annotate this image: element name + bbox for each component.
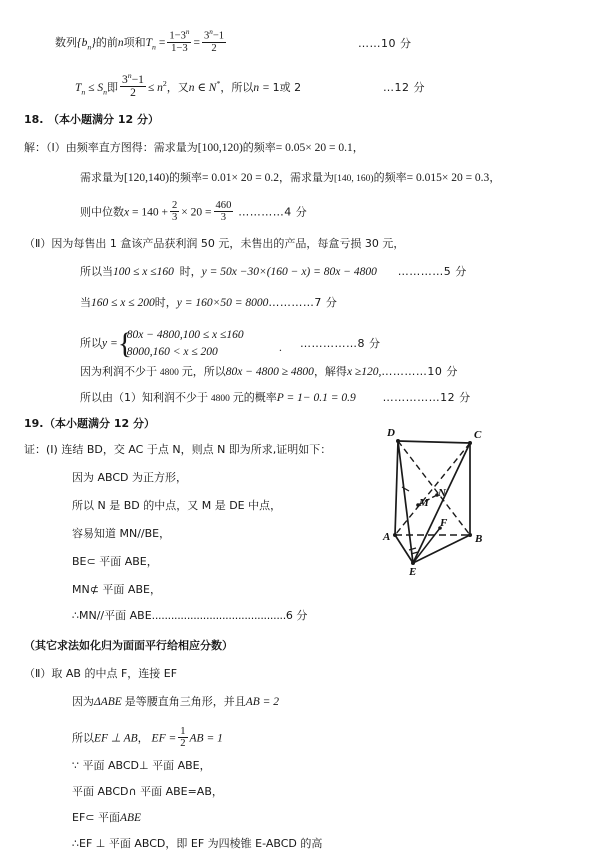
text-fragment: 的频率 — [242, 141, 276, 154]
problem-19-part1-l2: 所以 N 是 BD 的中点，又 M 是 DE 中点， — [72, 499, 282, 512]
text-fragment: 100 ≤ x ≤160 — [113, 266, 174, 278]
vertex-label-B: B — [475, 533, 483, 545]
text-fragment: 时， — [154, 296, 177, 309]
text-fragment: 160 ≤ x ≤ 200 — [91, 297, 155, 309]
text-fragment: ，所以 — [220, 81, 254, 95]
text-fragment: = 0.015× 20 = 0.3 — [406, 172, 490, 184]
score-annotation-10: ……10 分 — [358, 37, 412, 50]
vertex-label-N: N — [438, 487, 446, 499]
piecewise-function — [118, 327, 244, 360]
text-fragment: 的前 — [95, 36, 118, 50]
text-fragment: 3 — [214, 211, 234, 223]
problem-19-part2-l4: 平面 ABCD∩ 平面 ABE=AB， — [72, 785, 223, 798]
score-annotation-8: ……………8 分 — [300, 337, 381, 350]
text-fragment: n — [209, 28, 213, 36]
fraction — [167, 29, 191, 54]
text-fragment: 当 — [80, 296, 91, 309]
leader-dots: .......................................... — [151, 609, 286, 622]
text-fragment: ， — [489, 171, 501, 184]
vertex-dot-E — [411, 561, 415, 565]
text-fragment: y = 160×50 = 8000 — [176, 297, 269, 309]
vertex-dot-A — [393, 533, 397, 537]
text-fragment: [100,120) — [197, 142, 243, 154]
fraction — [178, 726, 187, 749]
text-fragment: n — [117, 37, 124, 50]
text-fragment: ≤ — [147, 82, 155, 95]
top-line-1 — [55, 29, 228, 54]
text-fragment: AB = 2 — [245, 696, 280, 708]
problem-19-part2-lead: （Ⅱ）取 AB 的中点 F，连接 EF — [24, 667, 178, 680]
problem-18-median-line — [80, 200, 307, 223]
text-fragment: n = — [253, 82, 270, 95]
text-fragment: 2 — [171, 200, 178, 211]
text-fragment: 所以 — [80, 336, 102, 350]
problem-18-part2-line2 — [80, 297, 337, 310]
problem-19-part1-l1: 因为 ABCD 为正方形， — [72, 471, 188, 484]
text-fragment: 解：（Ⅰ）由频率直方图得：需求量为 — [24, 141, 198, 154]
edge-DA — [395, 441, 398, 535]
text-fragment: 3 — [171, 212, 178, 224]
text-fragment: ∴MN//平面 ABE — [72, 609, 152, 622]
problem-19-note: （其它求法如化归为面面平行给相应分数） — [24, 639, 233, 652]
top-line-2 — [75, 72, 301, 99]
text-fragment: EF ⊥ AB — [94, 732, 138, 745]
problem-18-part1-line2 — [80, 172, 500, 185]
text-fragment: n — [152, 42, 156, 52]
text-fragment: y = — [102, 337, 118, 350]
text-fragment: = 0.05× 20 = 0.1 — [275, 142, 353, 154]
text-fragment: ，需求量为 — [279, 171, 335, 184]
text-fragment: −1 — [131, 73, 144, 86]
text-fragment: 4800 — [210, 394, 230, 404]
score-annotation-6: 6 分 — [285, 609, 308, 622]
text-fragment: ΔABE — [94, 696, 122, 708]
problem-19-part1-lead: 证：(I) 连结 BD，交 AC 于点 N，则点 N 即为所求,证明如下： — [24, 443, 332, 456]
text-fragment: n — [87, 42, 92, 52]
problem-18-piecewise — [80, 327, 244, 360]
text-fragment: ， — [352, 141, 364, 154]
text-fragment: 8000,160 < x ≤ 200 — [126, 345, 218, 358]
diagram-svg — [378, 425, 500, 585]
problem-18-header: （本小题满分 12 分） — [48, 113, 159, 126]
vertex-dot-D — [396, 439, 400, 443]
text-fragment: * — [216, 79, 221, 89]
text-fragment: 元，所以 — [181, 365, 226, 378]
text-fragment: ， — [137, 731, 149, 745]
text-fragment: N — [208, 82, 217, 95]
text-fragment: 时， — [179, 265, 202, 278]
text-fragment: 2 — [120, 86, 146, 99]
text-fragment: {b — [77, 37, 88, 50]
text-fragment: = 140 + — [131, 206, 168, 219]
text-fragment: 因为利润不少于 — [80, 365, 157, 378]
brace-glyph: { — [117, 326, 133, 360]
text-fragment: 80x − 4800,100 ≤ x ≤160 — [126, 329, 244, 341]
problem-19-part1-l5: MN⊄ 平面 ABE， — [72, 583, 161, 596]
vertex-label-E: E — [409, 566, 417, 578]
text-fragment: [140, 160) — [334, 174, 374, 184]
text-fragment: ，解得 — [313, 365, 347, 378]
piecewise-period: . — [279, 342, 282, 354]
problem-18-part1-lead — [24, 142, 364, 155]
score-annotation-5: …………5 分 — [397, 265, 467, 278]
text-fragment: −1 — [212, 30, 225, 42]
text-fragment: ∈ — [197, 82, 206, 95]
text-fragment: 2 — [202, 42, 226, 54]
text-fragment: 1−3 — [167, 42, 191, 54]
text-fragment: n — [157, 82, 163, 95]
text-fragment: n — [185, 28, 190, 36]
problem-19-header: （本小题满分 12 分） — [44, 417, 155, 430]
score-annotation-7: …………7 分 — [268, 296, 338, 309]
text-fragment: [120,140) — [124, 172, 170, 184]
vertex-label-A: A — [383, 531, 391, 543]
text-fragment: n — [127, 71, 132, 80]
vertex-label-F: F — [440, 517, 448, 529]
problem-18-number: 18. — [24, 113, 44, 126]
text-fragment: × 20 = — [181, 206, 212, 219]
text-fragment: 1−3 — [169, 30, 186, 42]
text-fragment: n — [103, 87, 108, 97]
text-fragment: n — [188, 82, 195, 95]
vertex-dot-B — [468, 533, 472, 537]
score-annotation-12: …12 分 — [383, 81, 425, 94]
problem-19-part2-l5 — [72, 812, 141, 825]
text-fragment: 1或 2 — [272, 81, 302, 95]
text-fragment: 3 — [122, 73, 128, 86]
text-fragment: 的频率 — [169, 171, 203, 184]
score-annotation-10b: …………10 分 — [381, 365, 458, 378]
problem-18-part2-lead: （Ⅱ）因为每售出 1 盒该产品获利润 50 元，未售出的产品，每盒亏损 30 元， — [24, 237, 405, 250]
text-fragment: = — [158, 37, 166, 50]
text-fragment: 所以当 — [80, 265, 113, 278]
text-fragment: 即 — [107, 81, 119, 95]
text-fragment: 的频率 — [373, 171, 407, 184]
problem-19-part1-l6 — [72, 610, 307, 623]
text-fragment: 项和 — [123, 36, 146, 50]
text-fragment: EF⊂ 平面 — [72, 811, 120, 824]
problem-19-part2-l3: ∵ 平面 ABCD⊥ 平面 ABE， — [72, 759, 211, 772]
text-fragment: 是等腰直角三角形，并且 — [124, 695, 246, 708]
fraction — [214, 200, 234, 223]
pyramid-E-ABCD-diagram — [378, 425, 500, 585]
text-fragment: ，又 — [166, 81, 189, 95]
problem-19-number: 19. — [24, 417, 44, 430]
text-fragment: ABE — [120, 812, 142, 824]
edge-EB — [413, 535, 470, 563]
problem-19-part2-l1 — [72, 696, 279, 709]
text-fragment: 3 — [203, 30, 210, 42]
text-fragment: 则中位数 — [80, 205, 124, 219]
vertex-dot-C — [468, 441, 472, 445]
problem-19-part1-l3: 容易知道 MN//BE， — [72, 527, 171, 540]
text-fragment: 2 — [162, 79, 167, 89]
problem-18-part2-line1 — [80, 266, 467, 279]
text-fragment: y = 50x −30×(160 − x) = 80x − 4800 — [201, 266, 377, 278]
text-fragment: 80x − 4800 ≥ 4800 — [225, 366, 314, 378]
text-fragment: T — [145, 37, 153, 50]
text-fragment: x — [124, 206, 130, 219]
text-fragment: 需求量为 — [80, 171, 124, 184]
text-fragment: x ≥120, — [346, 366, 382, 378]
text-fragment: 所以 — [72, 731, 94, 745]
vertex-label-D: D — [387, 427, 395, 439]
problem-19-part2-l2 — [72, 726, 223, 749]
vertex-label-C: C — [474, 429, 482, 441]
text-fragment: n — [81, 87, 86, 97]
text-fragment: 数列 — [55, 36, 77, 50]
text-fragment: = — [193, 37, 200, 50]
text-fragment: EF = — [151, 732, 177, 745]
text-fragment: P = 1− 0.1 = 0.9 — [276, 392, 356, 404]
problem-19-part1-l4: BE⊂ 平面 ABE， — [72, 555, 158, 568]
text-fragment: 元的概率 — [232, 391, 277, 404]
text-fragment: } — [91, 37, 96, 50]
text-fragment: 1 — [180, 726, 186, 737]
diagonal-DB — [398, 441, 470, 535]
problem-18-part2-line4 — [80, 392, 471, 405]
text-fragment: 所以由（1）知利润不少于 — [80, 391, 208, 404]
vertex-label-M: M — [419, 497, 429, 509]
score-annotation-12b: ……………12 分 — [382, 391, 471, 404]
tick-mark — [409, 548, 416, 550]
text-fragment: ≤ — [88, 82, 95, 95]
text-fragment: 4800 — [159, 368, 179, 378]
text-fragment: T — [75, 82, 82, 95]
fraction — [202, 29, 226, 54]
edge-DC — [398, 441, 470, 443]
text-fragment: 2 — [180, 738, 186, 750]
text-fragment: AB = 1 — [189, 732, 223, 745]
text-fragment: S — [97, 82, 104, 95]
fraction — [170, 200, 179, 223]
problem-19-part2-l6: ∴EF ⊥ 平面 ABCD，即 EF 为四棱锥 E-ABCD 的高 — [72, 837, 323, 850]
fraction — [120, 72, 146, 99]
text-fragment: = 0.01× 20 = 0.2 — [202, 172, 280, 184]
score-annotation-4: …………4 分 — [238, 205, 308, 219]
problem-18-part2-line3 — [80, 366, 458, 379]
text-fragment: 因为 — [72, 695, 94, 708]
text-fragment: 460 — [215, 200, 232, 211]
